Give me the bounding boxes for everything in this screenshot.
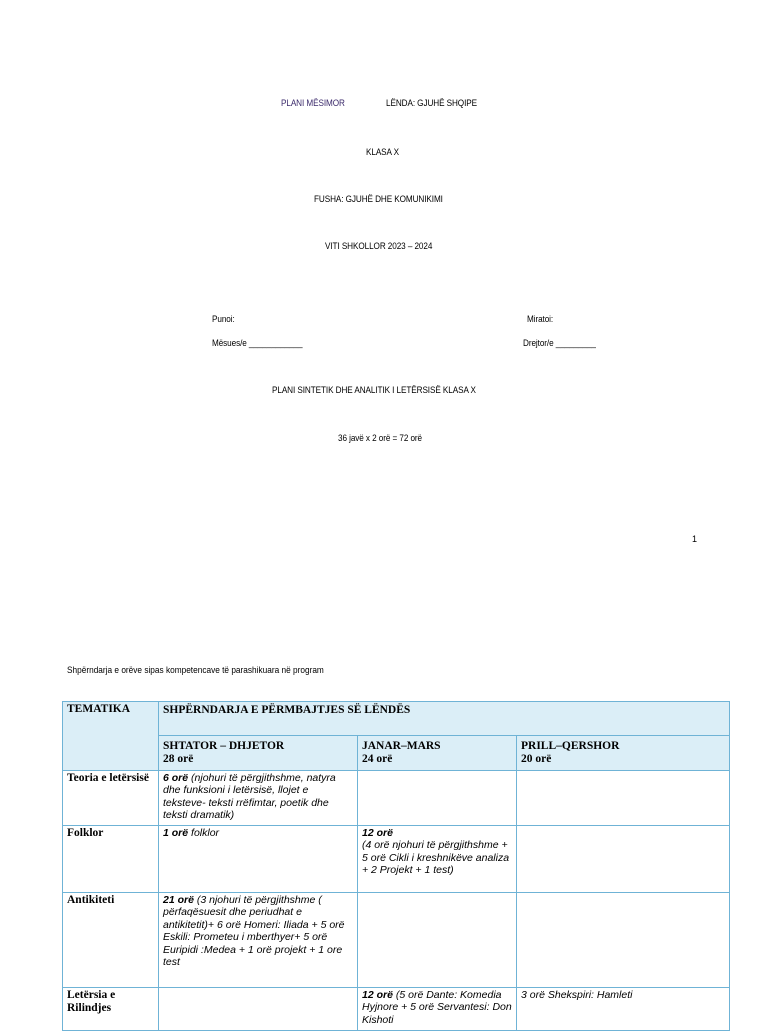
period-name: SHTATOR – DHJETOR (163, 740, 285, 752)
tematika-header: TEMATIKA (63, 702, 159, 771)
hours-bold: 6 orë (163, 772, 189, 784)
subject-label: LËNDA: GJUHË SHQIPE (386, 98, 477, 109)
cell-text: (njohuri të përgjithshme, natyra dhe funksioni i letërsisë, llojet e teksteve- teksti rrëfimtar, poetik dhe teksti dramatik) (163, 772, 336, 822)
period3-cell (517, 771, 730, 826)
period-hours: 28 orë (163, 753, 194, 765)
period-header (517, 736, 730, 771)
topic-cell: Folklor (63, 826, 159, 893)
hours-bold: 21 orë (163, 894, 194, 906)
period2-cell (358, 988, 517, 1031)
plan-title: PLANI SINTETIK DHE ANALITIK I LETËRSISË KLASA X (272, 385, 476, 396)
period-header (159, 736, 358, 771)
period-header-row (63, 736, 730, 771)
period1-cell (159, 826, 358, 893)
hours-bold: 12 orë (362, 827, 393, 839)
prepared-by-label: Punoi: (212, 314, 235, 325)
period3-cell (517, 893, 730, 988)
period2-cell (358, 771, 517, 826)
table-row (63, 893, 730, 988)
cell-text: (5 orë Dante: Komedia Hyjnore + 5 orë Servantesi: Don Kishoti (362, 989, 512, 1026)
approved-by-label: Miratoi: (527, 314, 554, 325)
period3-cell (517, 826, 730, 893)
director-signature-line: Drejtor/e _________ (523, 338, 596, 349)
table-row (63, 826, 730, 893)
topic-cell: Letërsia e Rilindjes (63, 988, 159, 1031)
hours-bold: 12 orë (362, 989, 393, 1001)
topic-cell: Antikiteti (63, 893, 159, 988)
table-caption: Shpërndarja e orëve sipas kompetencave të parashikuara në program (67, 665, 324, 675)
topic-cell: Teoria e letërsisë (63, 771, 159, 826)
table-row (63, 771, 730, 826)
page-number: 1 (692, 534, 698, 544)
period-hours: 24 orë (362, 753, 393, 765)
teacher-signature-line: Mësues/e ____________ (212, 338, 303, 349)
class-label: KLASA X (366, 147, 400, 158)
period-name: PRILL–QERSHOR (521, 740, 620, 752)
distribution-table (62, 701, 730, 1031)
cell-text: (3 njohuri të përgjithshme ( përfaqësuesit dhe periudhat e antikitetit)+ 6 orë Homeri: Iliada + 5 orë Eskili: Prometeu i mberthyer+ 5 orë Euripidi :Medea + 1 orë projekt + 1 ore test (163, 894, 345, 969)
period-name: JANAR–MARS (362, 740, 441, 752)
period1-cell (159, 893, 358, 988)
cell-text: folklor (188, 827, 220, 839)
period1-cell (159, 988, 358, 1031)
field-label: FUSHA: GJUHË DHE KOMUNIKIMI (314, 194, 443, 205)
table-header-row (63, 702, 730, 736)
table-row (63, 988, 730, 1031)
hours-bold: 1 orë (163, 827, 189, 839)
content-header: SHPËRNDARJA E PËRMBAJTJES SË LËNDËS (159, 702, 730, 736)
school-year-label: VITI SHKOLLOR 2023 – 2024 (325, 241, 433, 252)
cell-text: (4 orë njohuri të përgjithshme + 5 orë Cikli i kreshnikëve analiza + 2 Projekt + 1 test) (362, 839, 510, 877)
period2-cell (358, 893, 517, 988)
period-hours: 20 orë (521, 753, 552, 765)
period-header (358, 736, 517, 771)
period3-cell: 3 orë Shekspiri: Hamleti (517, 988, 730, 1031)
hours-formula: 36 javë x 2 orë = 72 orë (338, 433, 423, 444)
period1-cell (159, 771, 358, 826)
period2-cell (358, 826, 517, 893)
plan-label: PLANI MËSIMOR (281, 98, 345, 109)
